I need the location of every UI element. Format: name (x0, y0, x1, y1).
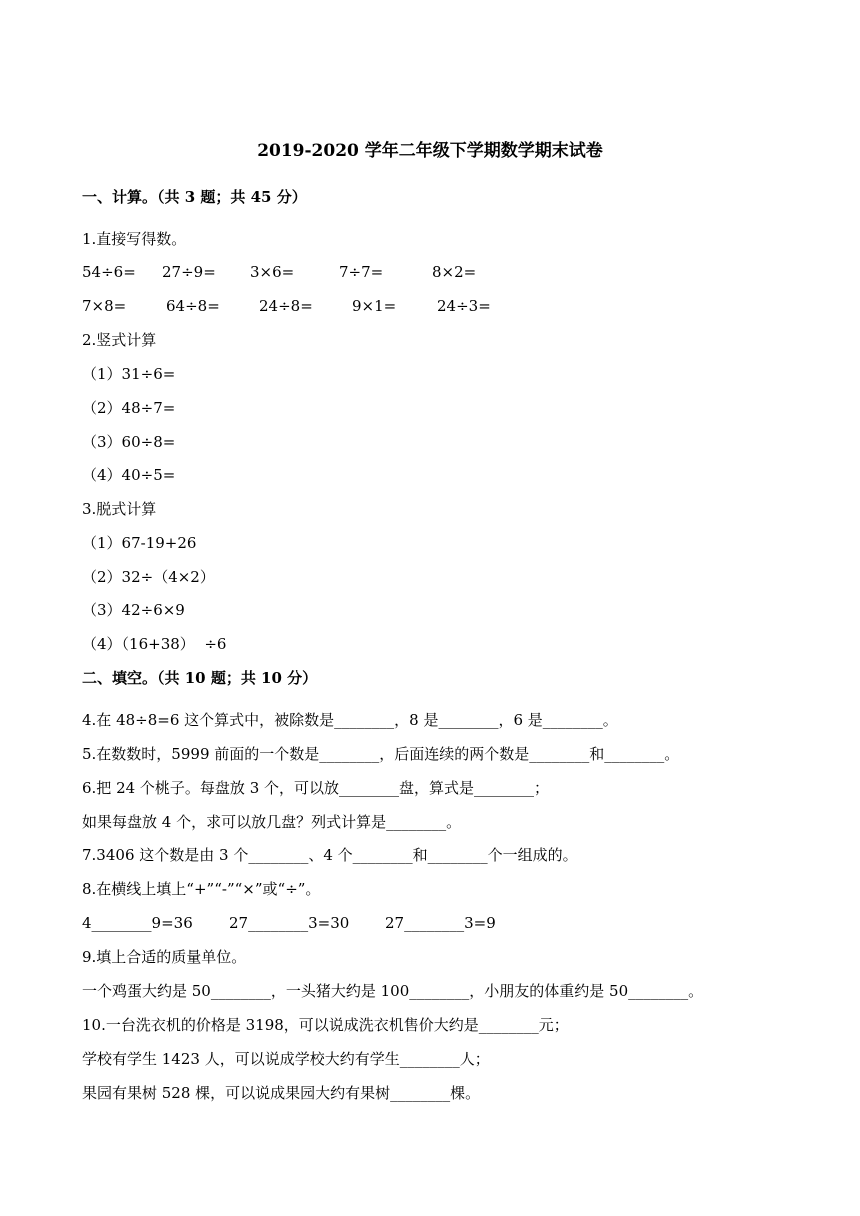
oral-item: 27÷9= (162, 263, 216, 281)
operator-blank-item: 27________3=9 (385, 914, 496, 932)
oral-item: 3×6= (250, 263, 295, 281)
question-9-label: 9.填上合适的质量单位。 (82, 948, 247, 966)
question-10-line-3: 果园有果树 528 棵，可以说成果园大约有果树________棵。 (82, 1084, 481, 1102)
question-4: 4.在 48÷8=6 这个算式中，被除数是________，8 是________，6 是________。 (82, 711, 618, 729)
question-3-label: 3.脱式计算 (82, 500, 157, 518)
question-5: 5.在数数时，5999 前面的一个数是________，后面连续的两个数是________和________。 (82, 745, 680, 763)
question-2-item: （2）48÷7= (82, 399, 176, 417)
oral-item: 24÷3= (437, 297, 491, 315)
question-2-label: 2.竖式计算 (82, 331, 157, 349)
question-2-item: （1）31÷6= (82, 365, 176, 383)
page-title: 2019-2020 学年二年级下学期数学期末试卷 (257, 141, 603, 161)
oral-item: 7×8= (82, 297, 127, 315)
oral-item: 8×2= (432, 263, 477, 281)
oral-item: 64÷8= (166, 297, 220, 315)
question-8-label: 8.在横线上填上“+”“-”“×”或“÷”。 (82, 880, 321, 898)
operator-blank-item: 27________3=30 (229, 914, 350, 932)
question-10-line-2: 学校有学生 1423 人，可以说成学校大约有学生________人； (82, 1050, 490, 1068)
question-1-label: 1.直接写得数。 (82, 230, 187, 248)
question-2-item: （4）40÷5= (82, 466, 176, 484)
question-7: 7.3406 这个数是由 3 个________、4 个________和________个一组成的。 (82, 846, 578, 864)
question-3-item: （1）67-19+26 (82, 534, 197, 552)
question-9-line: 一个鸡蛋大约是 50________，一头猪大约是 100________，小朋友的体重约是 50________。 (82, 982, 704, 1000)
question-3-item: （4）（16+38） ÷6 (82, 635, 227, 653)
oral-item: 54÷6= (82, 263, 136, 281)
oral-item: 24÷8= (259, 297, 313, 315)
operator-blank-item: 4________9=36 (82, 914, 193, 932)
question-10-line-1: 10.一台洗衣机的价格是 3198，可以说成洗衣机售价大约是________元； (82, 1016, 569, 1034)
question-3-item: （2）32÷（4×2） (82, 568, 215, 586)
oral-item: 9×1= (352, 297, 397, 315)
question-6-line-1: 6.把 24 个桃子。每盘放 3 个，可以放________盘，算式是________； (82, 779, 550, 797)
section-heading-calculation: 一、计算。（共 3 题；共 45 分） (82, 188, 307, 206)
section-heading-fill-in: 二、填空。（共 10 题；共 10 分） (82, 669, 318, 687)
oral-item: 7÷7= (339, 263, 384, 281)
question-6-line-2: 如果每盘放 4 个，求可以放几盘？列式计算是________。 (82, 813, 462, 831)
question-3-item: （3）42÷6×9 (82, 601, 185, 619)
question-2-item: （3）60÷8= (82, 433, 176, 451)
